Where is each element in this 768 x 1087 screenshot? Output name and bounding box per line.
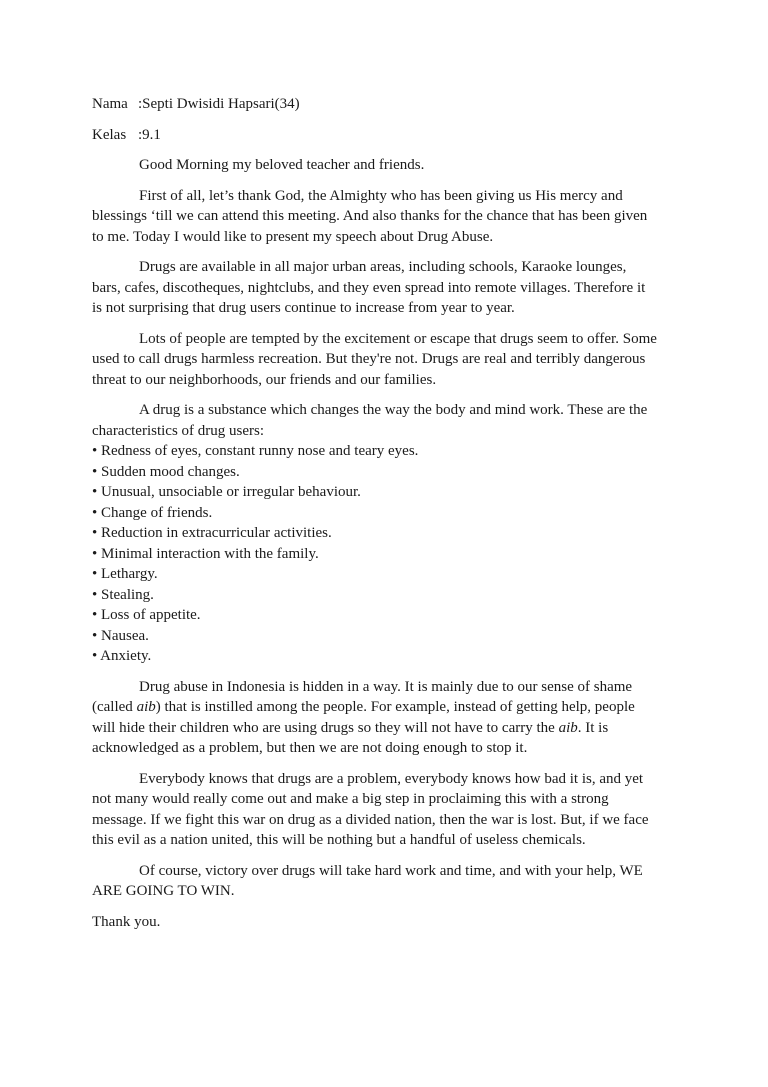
greeting-paragraph (92, 155, 688, 176)
name-row (92, 94, 688, 115)
paragraph-line: used to call drugs harmless recreation. But they're not. Drugs are real and terribly dangerous (92, 351, 646, 367)
characteristics-list (92, 441, 688, 667)
list-item: • Change of friends. (92, 504, 213, 521)
paragraph-line (92, 697, 688, 718)
paragraph-line: this evil as a nation united, this will be nothing but a handful of useless chemicals. (92, 832, 586, 848)
paragraph-line: threat to our neighborhoods, our friends and our families. (92, 371, 437, 388)
text-run: (called (92, 699, 137, 715)
paragraph-line: not many would really come out and make a big step in proclaiming this with a strong (92, 791, 609, 807)
name-value: :Septi Dwisidi Hapsari(34) (138, 96, 300, 112)
list-item: • Lethargy. (92, 566, 158, 582)
characteristics-paragraph (92, 400, 688, 441)
text-run: ) that is instilled among the people. For example, instead of getting help, people (155, 699, 635, 715)
paragraph-line: Everybody knows that drugs are a problem, everybody knows how bad it is, and yet (139, 770, 644, 787)
closing-paragraph (92, 912, 688, 933)
list-item: • Sudden mood changes. (92, 463, 240, 480)
paragraph-line: Drug abuse in Indonesia is hidden in a way. It is mainly due to our sense of shame (139, 678, 633, 695)
paragraph-line: blessings ‘till we can attend this meeting. And also thanks for the chance that has been given (92, 208, 648, 224)
list-item: • Redness of eyes, constant runny nose and teary eyes. (92, 443, 419, 459)
text-run: will hide their children who are using drugs so they will not have to carry the (92, 719, 559, 736)
list-item: • Anxiety. (92, 648, 152, 664)
italic-term: aib (136, 699, 156, 715)
opening-paragraph (92, 186, 688, 248)
list-item: • Nausea. (92, 627, 149, 644)
class-row (92, 125, 688, 146)
paragraph-line: Lots of people are tempted by the excitement or escape that drugs seem to offer. Some (139, 330, 657, 347)
paragraph-line: A drug is a substance which changes the way the body and mind work. These are the (139, 402, 648, 418)
paragraph-line: acknowledged as a problem, but then we are not doing enough to stop it. (92, 740, 528, 756)
list-item: • Minimal interaction with the family. (92, 545, 319, 562)
document-page (92, 94, 688, 932)
name-label: Nama (92, 96, 128, 112)
availability-paragraph (92, 257, 688, 319)
temptation-paragraph (92, 329, 688, 391)
list-item: • Loss of appetite. (92, 607, 201, 623)
paragraph-line: First of all, let’s thank God, the Almighty who has been giving us His mercy and (139, 187, 623, 204)
paragraph-line: bars, cafes, discotheques, nightclubs, and they even spread into remote villages. Therefore it (92, 279, 646, 296)
everybody-paragraph (92, 769, 688, 851)
indonesia-paragraph (92, 677, 688, 759)
list-item: • Reduction in extracurricular activities. (92, 525, 332, 541)
greeting-line: Good Morning my beloved teacher and friends. (139, 157, 425, 173)
paragraph-line: Of course, victory over drugs will take hard work and time, and with your help, WE (139, 862, 643, 879)
paragraph-line: is not surprising that drug users continue to increase from year to year. (92, 300, 515, 316)
class-value: :9.1 (138, 126, 161, 143)
paragraph-line: characteristics of drug users: (92, 422, 265, 439)
text-run: . It is (577, 719, 609, 736)
list-item: • Unusual, unsociable or irregular behaviour. (92, 484, 361, 500)
class-label: Kelas (92, 126, 127, 143)
paragraph-line: Drugs are available in all major urban areas, including schools, Karaoke lounges, (139, 259, 627, 275)
paragraph-line: ARE GOING TO WIN. (92, 883, 235, 899)
paragraph-line (92, 718, 688, 739)
victory-paragraph (92, 861, 688, 902)
paragraph-line: to me. Today I would like to present my speech about Drug Abuse. (92, 228, 494, 245)
closing-line: Thank you. (92, 913, 161, 930)
italic-term: aib (558, 719, 578, 736)
list-item: • Stealing. (92, 586, 154, 603)
paragraph-line: message. If we fight this war on drug as a divided nation, then the war is lost. But, if we face (92, 811, 649, 828)
